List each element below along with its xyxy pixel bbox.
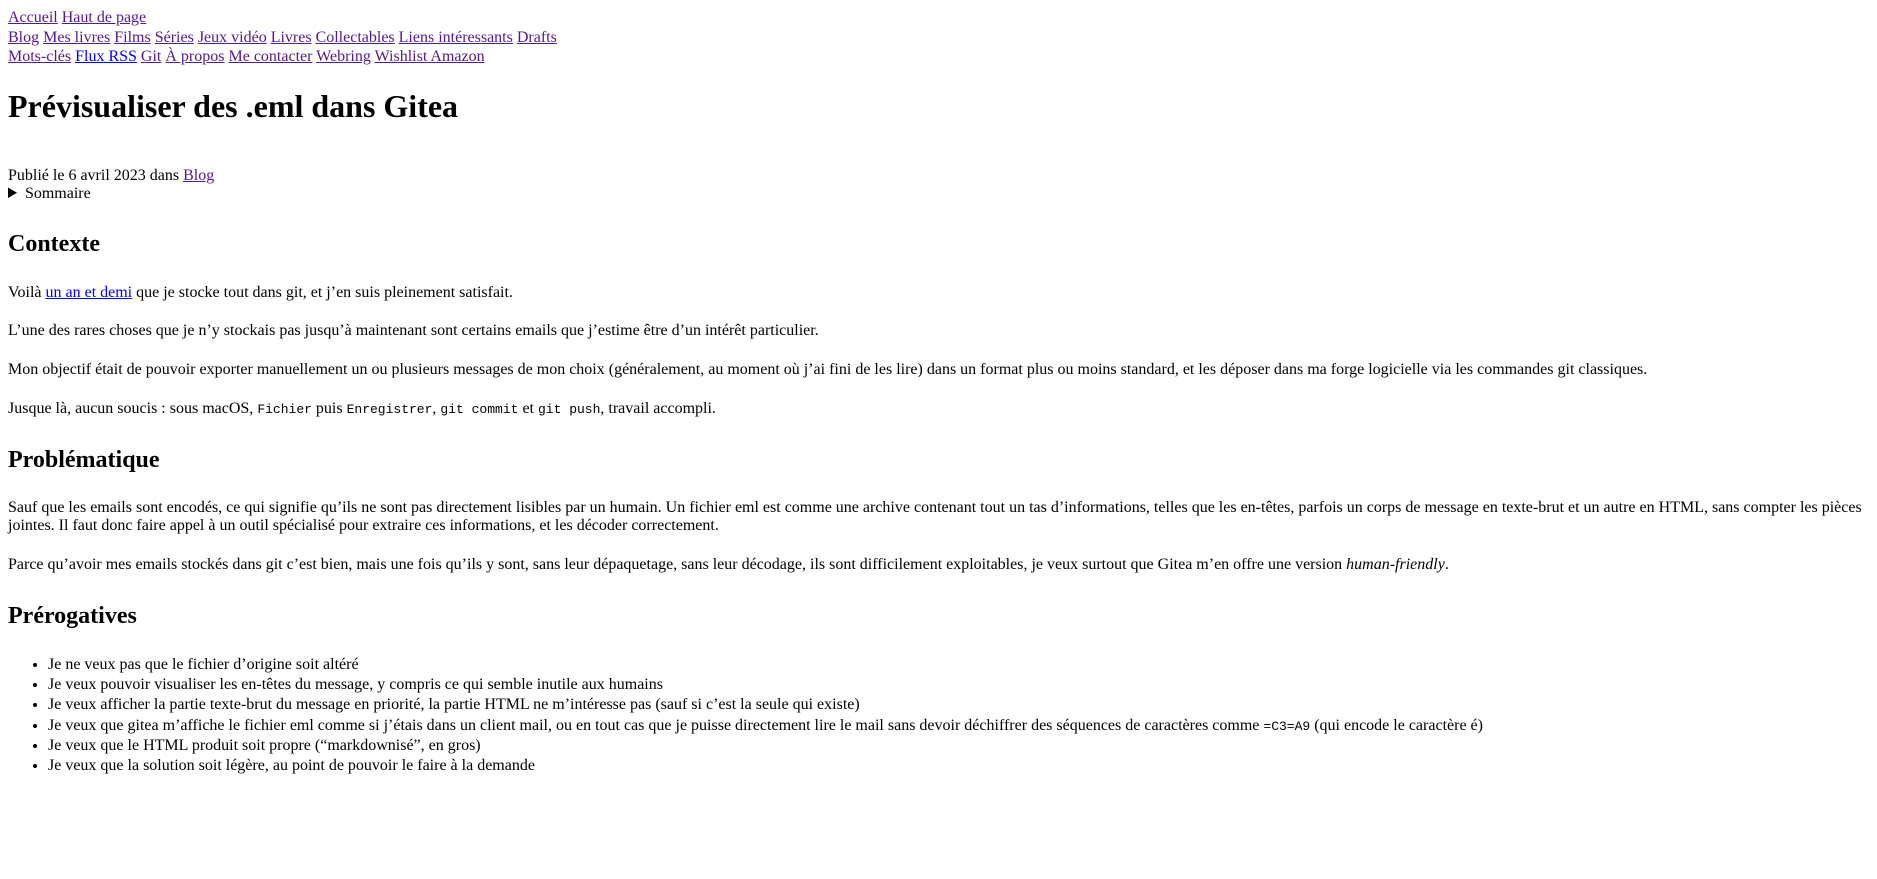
inline-link[interactable]: Blog [183,166,215,184]
publish-meta: Publié le 6 avril 2023 dans Blog [8,166,215,184]
list-item: • Je veux afficher la partie texte-brut du message en priorité, la partie HTML ne m’intéresse pas (sauf si c’est la seule qui existe) [48,695,1869,715]
nav-link[interactable]: Mes livres [43,28,111,46]
inline-code: git push [537,401,601,417]
nav-link[interactable]: Séries [154,28,194,46]
paragraph: Sauf que les emails sont encodés, ce qui signifie qu’ils ne sont pas directement lisibles par un humain. Un fichier eml est comme une archive contenant tout un tas d’informations, telles que les en-têtes, parfois un corps de message en texte-brut et un autre en HTML, sans compter les pièces jointes. Il faut donc faire appel à un outil spécialisé pour extraire ces informations, et les décoder correctement. [8,498,1862,534]
nav-link[interactable]: Drafts [516,28,557,46]
nav-link[interactable]: Flux RSS [75,48,137,66]
site-nav [8,8,1869,67]
section-heading: Contexte [8,231,100,258]
nav-row-categories [8,28,1869,48]
list-item: • Je veux que la solution soit légère, au point de pouvoir le faire à la demande [48,756,1869,776]
toc-summary[interactable]: Sommaire [24,184,91,202]
paragraph: Parce qu’avoir mes emails stockés dans git c’est bien, mais une fois qu’ils y sont, sans leur dépaquetage, sans leur décodage, ils sont difficilement exploitables, je veux surtout que Gitea m’en offre une version human-friendly. [8,555,1449,573]
list-item: • Je veux que le HTML produit soit propre (“markdownisé”, en gros) [48,736,1869,756]
section-heading: Prérogatives [8,602,137,629]
section-heading: Problématique [8,446,160,473]
nav-link[interactable]: Jeux vidéo [197,28,267,46]
page-title: Prévisualiser des .eml dans Gitea [8,87,459,124]
inline-link[interactable]: un an et demi [45,283,133,301]
nav-link[interactable]: Webring [316,48,371,66]
paragraph: Jusque là, aucun soucis : sous macOS, Fichier puis Enregistrer, git commit et git push, travail accompli. [8,399,716,417]
prerogatives-list [8,655,1869,777]
list-item: • Je ne veux pas que le fichier d’origine soit altéré [48,655,1869,675]
paragraph: L’une des rares choses que je n’y stockais pas jusqu’à maintenant sont certains emails que j’estime être d’un intérêt particulier. [8,322,819,340]
inline-code: git commit [440,401,519,417]
nav-link[interactable]: Films [114,28,151,46]
nav-link[interactable]: Wishlist Amazon [374,48,485,66]
inline-code: =C3=A9 [1263,718,1311,734]
nav-link[interactable]: Blog [8,28,40,46]
nav-row-top [8,8,1869,28]
inline-code: Fichier [257,401,312,417]
inline-code: Enregistrer [346,401,433,417]
paragraph: Mon objectif était de pouvoir exporter manuellement un ou plusieurs messages de mon choix (généralement, au moment où j’ai fini de les lire) dans un format plus ou moins standard, et les déposer dans ma forge logicielle via les commandes git classiques. [8,361,1648,379]
nav-link[interactable]: Mots-clés [8,48,72,66]
nav-link[interactable]: Haut de page [61,9,147,26]
nav-link[interactable]: Liens intéressants [398,28,513,46]
nav-link[interactable]: Git [140,48,162,66]
list-item: • Je veux que gitea m’affiche le fichier eml comme si j’étais dans un client mail, ou en tout cas que je puisse directement lire le mail sans devoir déchiffrer des séquences de caractères comme =C3=A9 (qui encode le caractère é) [48,716,1869,736]
emphasis-text: human-friendly [1346,555,1445,573]
list-item: • Je veux pouvoir visualiser les en-têtes du message, y compris ce qui semble inutile aux humains [48,675,1869,695]
nav-link[interactable]: Accueil [8,9,58,26]
toc-details [8,185,1869,203]
nav-link[interactable]: Livres [270,28,312,46]
nav-link[interactable]: À propos [165,48,225,66]
article-body [8,231,1869,776]
nav-link[interactable]: Collectables [315,28,395,46]
nav-row-misc [8,47,1869,67]
paragraph: Voilà un an et demi que je stocke tout dans git, et j’en suis pleinement satisfait. [8,283,513,301]
nav-link[interactable]: Me contacter [228,48,313,66]
